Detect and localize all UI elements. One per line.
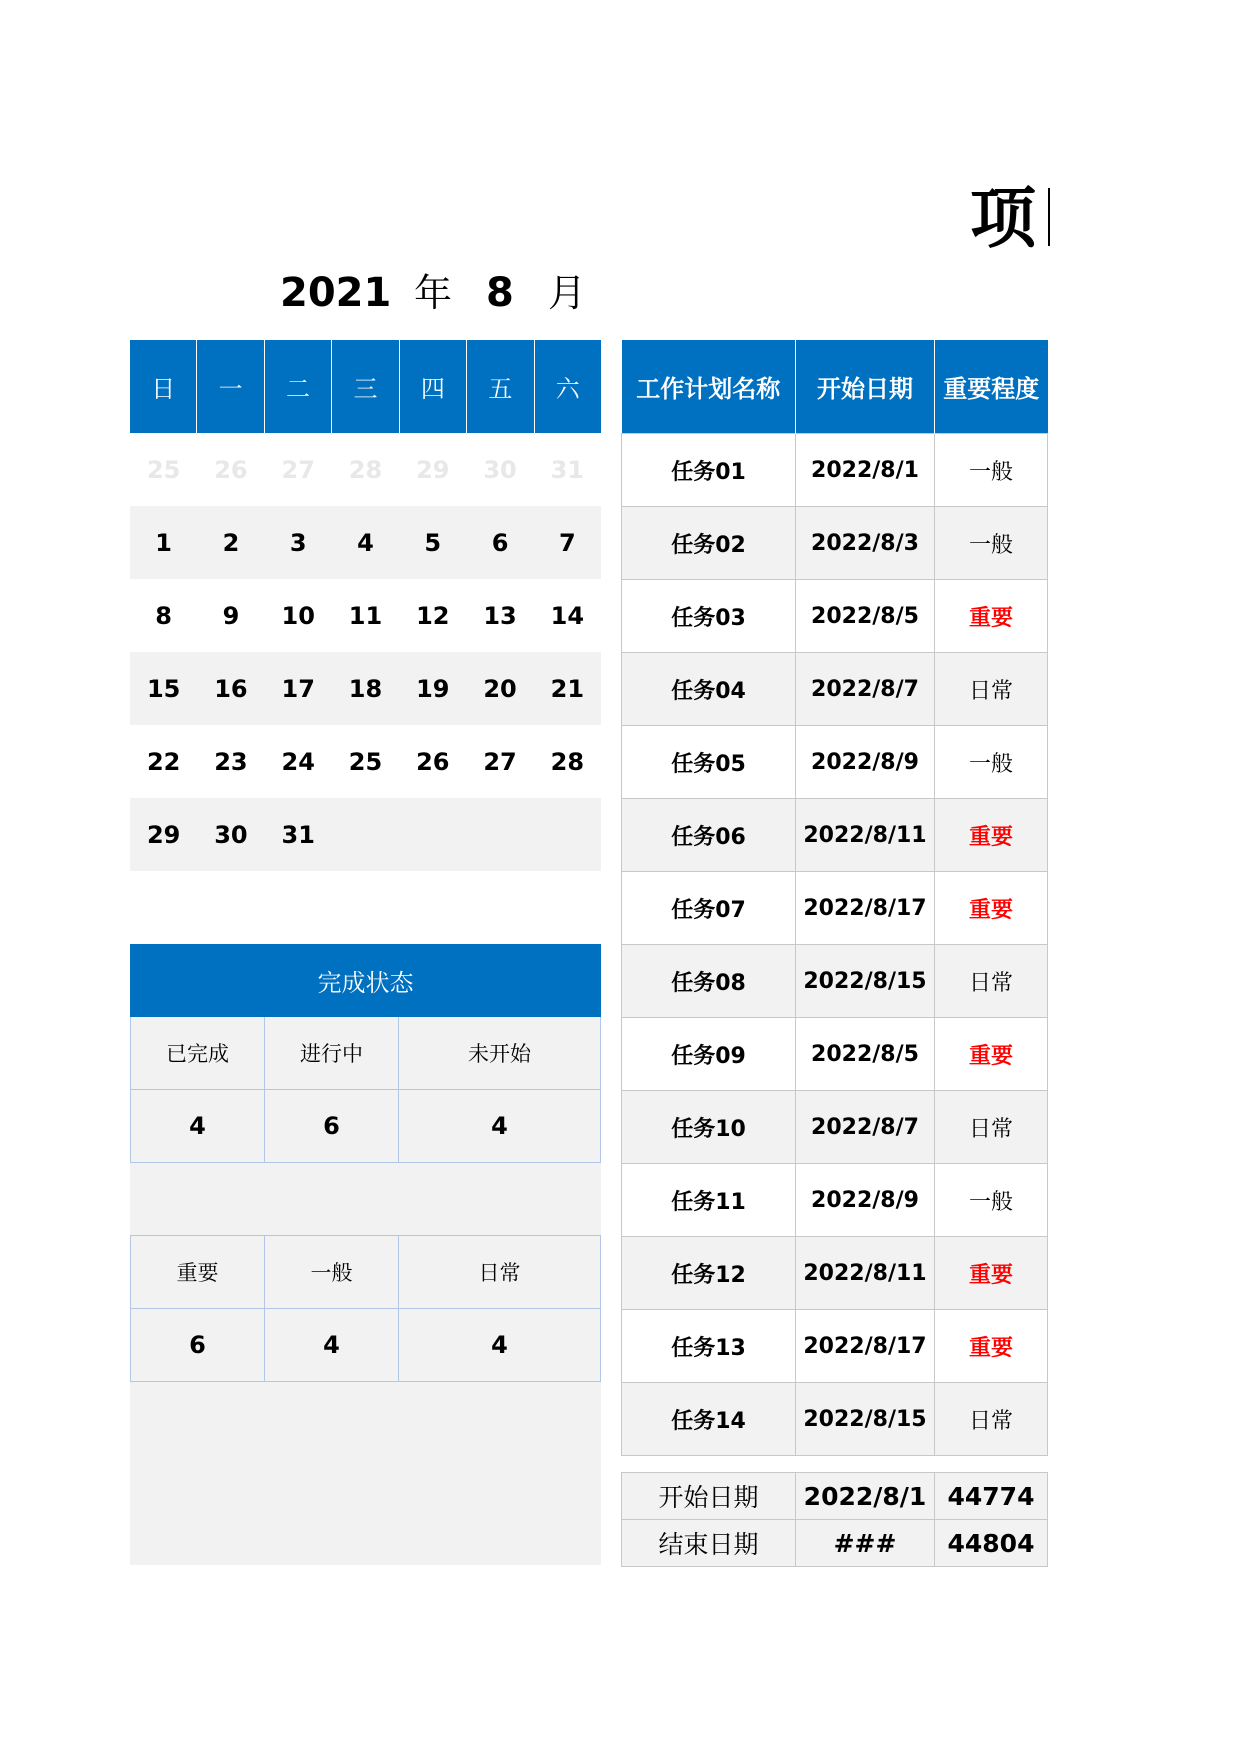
calendar-day: 26 [416,747,450,776]
completion-count-in-progress: 6 [265,1090,399,1162]
table-row [622,1383,1048,1456]
table-row [622,580,1048,653]
month-header-year: 2021 [280,270,392,316]
status-title: 完成状态 [130,944,601,1017]
weekday-wed: 三 [332,340,399,433]
summary-serial-start: 44774 [935,1473,1048,1520]
table-row [622,945,1048,1018]
weekday-sun: 日 [130,340,197,433]
calendar-day: 15 [146,674,181,703]
table-row [622,653,1048,726]
task-date: 2022/8/5 [796,1018,935,1091]
summary-date-start: 2022/8/1 [796,1473,935,1520]
task-name: 任务03 [622,580,796,653]
calendar-day: 10 [281,601,315,630]
summary-row-end [622,1520,1048,1567]
status-gap [130,1163,601,1235]
calendar-week [130,433,601,506]
importance-label-important: 重要 [131,1236,265,1309]
task-date: 2022/8/7 [796,1091,935,1164]
calendar-day: 30 [214,820,248,849]
task-name: 任务02 [622,507,796,580]
completion-count-done: 4 [131,1090,265,1162]
task-name: 任务06 [622,799,796,872]
calendar-day: 21 [550,674,585,703]
importance-label-routine: 日常 [399,1236,600,1309]
weekday-sat: 六 [555,375,580,403]
completion-label-in-progress: 进行中 [265,1017,399,1090]
calendar-day: 25 [348,747,383,776]
calendar-day: 2 [222,528,240,557]
calendar-day: 27 [483,747,517,776]
calendar-day: 20 [483,674,517,703]
calendar-day: 19 [416,674,450,703]
task-name: 任务10 [622,1091,796,1164]
task-date: 2022/8/9 [796,726,935,799]
task-table [621,340,1048,1456]
status-bottom-band [130,1382,601,1565]
task-date: 2022/8/3 [796,507,935,580]
completion-label-not-started: 未开始 [399,1017,600,1090]
calendar-day: 17 [281,674,315,703]
task-date: 2022/8/5 [796,580,935,653]
calendar [130,340,601,871]
month-header-month: 8 [486,270,514,316]
calendar-day [534,798,601,871]
task-level: 日常 [935,1091,1048,1164]
calendar-day: 5 [424,528,442,557]
summary-label-start: 开始日期 [622,1473,796,1520]
calendar-day: 8 [155,601,172,630]
task-name: 任务11 [622,1164,796,1237]
calendar-day: 22 [146,747,181,776]
table-row [622,799,1048,872]
task-name: 任务05 [622,726,796,799]
completion-count-not-started: 4 [399,1090,600,1162]
column-header-start-date: 开始日期 [796,340,935,434]
weekday-fri: 五 [467,340,534,433]
completion-grid [130,1017,601,1163]
importance-label-normal: 一般 [265,1236,399,1309]
calendar-day: 13 [483,601,517,630]
calendar-day: 31 [550,455,585,484]
status-panel [130,944,601,1565]
table-row [622,726,1048,799]
task-level: 重要 [935,1237,1048,1310]
task-name: 任务04 [622,653,796,726]
calendar-week [130,506,601,579]
table-row [622,1310,1048,1383]
calendar-day: 4 [357,528,374,557]
calendar-day: 6 [491,528,509,557]
summary-row-start [622,1473,1048,1520]
task-level: 一般 [935,726,1048,799]
task-date: 2022/8/11 [796,1237,935,1310]
task-level: 重要 [935,872,1048,945]
title-clip-edge [1048,188,1050,246]
calendar-day [466,798,533,871]
importance-count-normal: 4 [265,1309,399,1381]
table-row [622,434,1048,507]
importance-count-important: 6 [131,1309,265,1381]
task-level: 一般 [935,507,1048,580]
calendar-day: 29 [416,455,450,484]
task-name: 任务01 [622,434,796,507]
calendar-weekday-header [130,340,601,433]
task-name: 任务14 [622,1383,796,1456]
calendar-day: 25 [146,455,181,484]
calendar-day: 27 [281,455,315,484]
task-level: 一般 [935,1164,1048,1237]
task-name: 任务07 [622,872,796,945]
calendar-day: 7 [558,528,576,557]
task-date: 2022/8/9 [796,1164,935,1237]
calendar-day: 30 [483,455,517,484]
calendar-day: 24 [281,747,315,776]
calendar-week [130,798,601,871]
calendar-day: 29 [146,820,181,849]
task-level: 重要 [935,1310,1048,1383]
task-date: 2022/8/15 [796,945,935,1018]
importance-count-routine: 4 [399,1309,600,1381]
calendar-day: 28 [550,747,585,776]
calendar-week [130,579,601,652]
completion-label-done: 已完成 [131,1017,265,1090]
calendar-day [399,798,466,871]
task-level: 日常 [935,1383,1048,1456]
task-level: 重要 [935,799,1048,872]
summary-date-end: ### [796,1520,935,1567]
table-row [622,507,1048,580]
task-level: 日常 [935,945,1048,1018]
task-date: 2022/8/17 [796,872,935,945]
task-date: 2022/8/15 [796,1383,935,1456]
calendar-day: 28 [348,455,383,484]
calendar-day: 12 [416,601,450,630]
column-header-importance: 重要程度 [935,340,1048,434]
task-name: 任务08 [622,945,796,1018]
task-level: 重要 [935,580,1048,653]
importance-grid [130,1235,601,1382]
task-date: 2022/8/11 [796,799,935,872]
weekday-tue: 二 [265,340,332,433]
calendar-day: 3 [289,528,307,557]
table-row [622,1164,1048,1237]
calendar-day: 14 [550,601,585,630]
calendar-day: 9 [222,601,240,630]
column-header-plan-name: 工作计划名称 [622,340,796,434]
task-level: 日常 [935,653,1048,726]
calendar-week [130,652,601,725]
task-name: 任务09 [622,1018,796,1091]
weekday-mon: 一 [197,340,264,433]
task-level: 重要 [935,1018,1048,1091]
page-title: 项 [970,179,1036,257]
date-summary-table [621,1472,1048,1567]
calendar-day: 1 [155,528,172,557]
month-header-year-unit: 年 [414,271,453,315]
summary-label-end: 结束日期 [622,1520,796,1567]
task-date: 2022/8/1 [796,434,935,507]
table-row [622,872,1048,945]
table-row [622,1018,1048,1091]
task-name: 任务13 [622,1310,796,1383]
calendar-day: 18 [348,674,383,703]
summary-serial-end: 44804 [935,1520,1048,1567]
calendar-week [130,725,601,798]
task-table-header [622,340,1048,434]
task-level: 一般 [935,434,1048,507]
calendar-day: 23 [214,747,248,776]
task-name: 任务12 [622,1237,796,1310]
calendar-day: 31 [281,820,315,849]
table-row [622,1091,1048,1164]
task-date: 2022/8/17 [796,1310,935,1383]
calendar-day: 26 [214,455,248,484]
calendar-day: 16 [214,674,248,703]
calendar-day: 11 [348,601,383,630]
table-row [622,1237,1048,1310]
calendar-day [332,798,399,871]
task-date: 2022/8/7 [796,653,935,726]
weekday-thu: 四 [400,340,467,433]
month-header-month-unit: 月 [548,271,587,315]
